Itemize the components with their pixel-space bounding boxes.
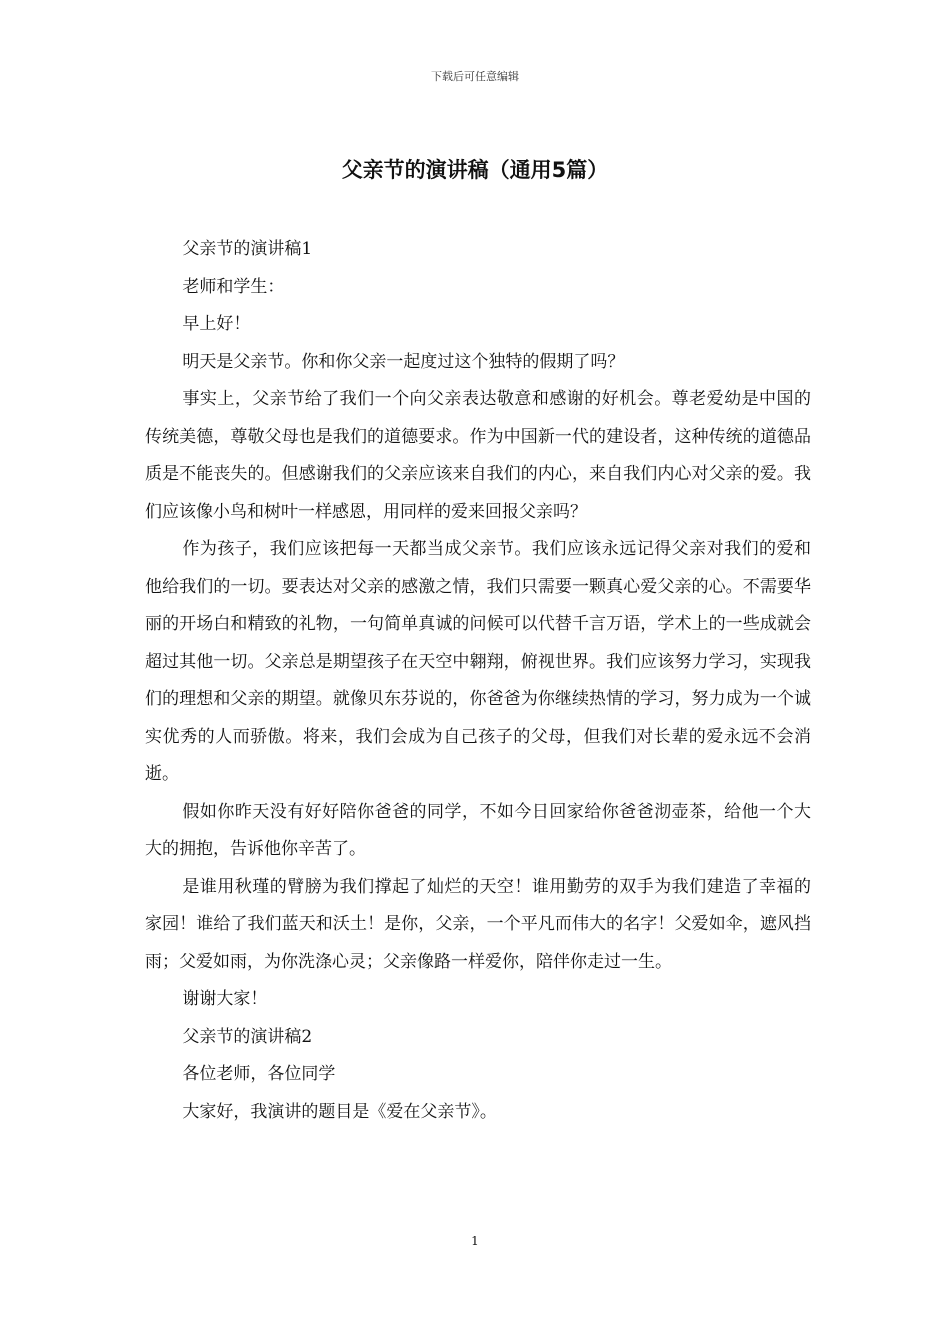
section-heading: 父亲节的演讲稿1 bbox=[182, 239, 313, 259]
salutation: 老师和学生： bbox=[182, 276, 285, 297]
paragraph: 是谁用秋瑾的臂膀为我们撑起了灿烂的天空！谁用勤劳的双手为我们建造了幸福的家园！谁给了我们蓝天和沃土！是你，父亲，一个平凡而伟大的名字！父爱如伞，遮风挡雨；父爱如雨，为你洗涤心灵；父亲像路一样爱你，陪伴你走过一生。 bbox=[145, 876, 811, 972]
paragraph: 假如你昨天没有好好陪你爸爸的同学，不如今日回家给你爸爸沏壶茶，给他一个大大的拥抱，告诉他你辛苦了。 bbox=[145, 801, 811, 859]
paragraph: 事实上，父亲节给了我们一个向父亲表达敬意和感谢的好机会。尊老爱幼是中国的传统美德，尊敬父母也是我们的道德要求。作为中国新一代的建设者，这种传统的道德品质是不能丧失的。但感谢我们的父亲应该来自我们的内心，来自我们内心对父亲的爱。我们应该像小鸟和树叶一样感恩，用同样的爱来回报父亲吗？ bbox=[145, 389, 811, 522]
greeting: 早上好！ bbox=[182, 314, 251, 334]
page-number: 1 bbox=[471, 1234, 479, 1248]
closing: 谢谢大家！ bbox=[182, 989, 268, 1009]
section-heading: 父亲节的演讲稿2 bbox=[182, 1026, 313, 1047]
paragraph: 作为孩子，我们应该把每一天都当成父亲节。我们应该永远记得父亲对我们的爱和他给我们的一切。要表达对父亲的感激之情，我们只需要一颗真心爱父亲的心。不需要华丽的开场白和精致的礼物，一句简单真诚的问候可以代替千言万语，学术上的一些成就会超过其他一切。父亲总是期望孩子在天空中翱翔，俯视世界。我们应该努力学习，实现我们的理想和父亲的期望。就像贝东芬说的，你爸爸为你继续热情的学习，努力成为一个诚实优秀的人而骄傲。将来，我们会成为自己孩子的父母，但我们对长辈的爱永远不会消逝。 bbox=[145, 539, 811, 784]
salutation: 各位老师，各位同学 bbox=[182, 1064, 336, 1084]
paragraph: 明天是父亲节。你和你父亲一起度过这个独特的假期了吗？ bbox=[182, 351, 625, 372]
document-body bbox=[145, 231, 811, 1131]
document-title: 父亲节的演讲稿（通用5篇） bbox=[341, 158, 609, 182]
page-header: 下载后可任意编辑 bbox=[431, 70, 519, 83]
paragraph: 大家好，我演讲的题目是《爱在父亲节》。 bbox=[182, 1101, 497, 1122]
